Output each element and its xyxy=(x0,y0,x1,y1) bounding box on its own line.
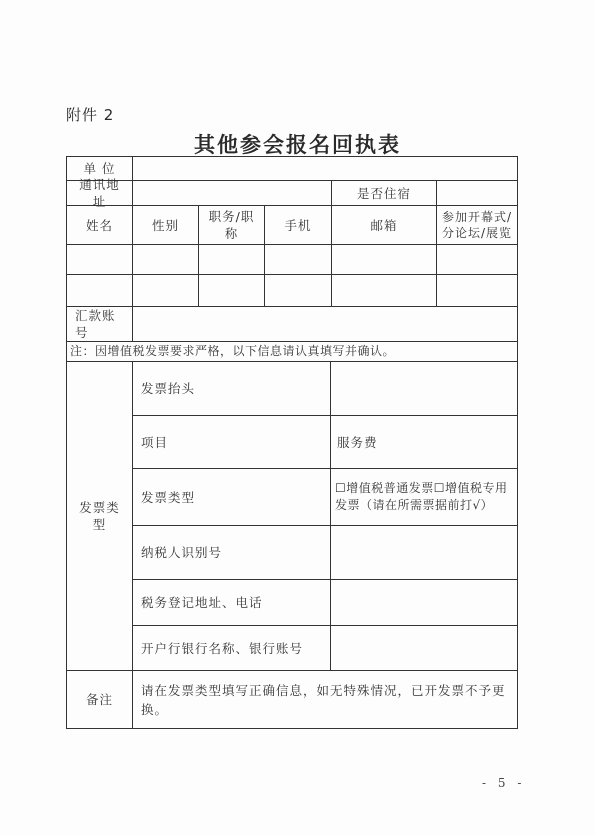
lodging-label: 是否住宿 xyxy=(331,180,437,206)
unit-label: 单 位 xyxy=(66,156,133,181)
address-field[interactable] xyxy=(132,180,332,206)
bank-account-label: 开户行银行名称、银行账号 xyxy=(132,625,331,671)
table-cell[interactable] xyxy=(66,244,133,275)
form-title: 其他参会报名回执表 xyxy=(194,132,401,157)
table-cell[interactable] xyxy=(264,244,332,275)
tax-address-phone-field[interactable] xyxy=(330,579,518,626)
invoice-type-options[interactable]: ☐增值税普通发票☐增值税专用发票（请在所需票据前打√） xyxy=(330,468,518,526)
taxpayer-id-field[interactable] xyxy=(330,525,518,580)
invoice-header-field[interactable] xyxy=(330,361,518,416)
tax-address-phone-label: 税务登记地址、电话 xyxy=(132,579,331,626)
remit-account-field[interactable] xyxy=(132,306,518,342)
column-header-position: 职务/职称 xyxy=(198,205,265,245)
lodging-field[interactable] xyxy=(436,180,518,206)
table-cell[interactable] xyxy=(331,244,437,275)
table-cell[interactable] xyxy=(198,274,265,307)
taxpayer-id-label: 纳税人识别号 xyxy=(132,525,331,580)
invoice-item-label: 项目 xyxy=(132,415,331,469)
column-header-phone: 手机 xyxy=(264,205,332,245)
column-header-gender: 性别 xyxy=(132,205,199,245)
table-cell[interactable] xyxy=(436,244,518,275)
remarks-text: 请在发票类型填写正确信息，如无特殊情况，已开发票不予更换。 xyxy=(132,670,518,729)
table-cell[interactable] xyxy=(198,244,265,275)
table-cell[interactable] xyxy=(66,274,133,307)
table-cell[interactable] xyxy=(264,274,332,307)
table-cell[interactable] xyxy=(132,244,199,275)
column-header-name: 姓名 xyxy=(66,205,133,245)
bank-account-field[interactable] xyxy=(330,625,518,671)
remit-account-label: 汇款账号 xyxy=(66,306,133,342)
invoice-item-value: 服务费 xyxy=(330,415,518,469)
invoice-note: 注：因增值税发票要求严格，以下信息请认真填写并确认。 xyxy=(66,341,518,362)
column-header-participation: 参加开幕式/分论坛/展览 xyxy=(436,205,518,245)
table-cell[interactable] xyxy=(132,274,199,307)
column-header-email: 邮箱 xyxy=(331,205,437,245)
table-cell[interactable] xyxy=(331,274,437,307)
remarks-label: 备注 xyxy=(66,670,133,729)
address-label: 通讯地址 xyxy=(66,180,133,206)
page-number: - 5 - xyxy=(482,776,526,790)
invoice-section-label: 发票类型 xyxy=(66,361,133,671)
unit-field[interactable] xyxy=(132,156,518,181)
attachment-label: 附件 2 xyxy=(66,106,115,124)
invoice-type-label: 发票类型 xyxy=(132,468,331,526)
invoice-header-label: 发票抬头 xyxy=(132,361,331,416)
table-cell[interactable] xyxy=(436,274,518,307)
